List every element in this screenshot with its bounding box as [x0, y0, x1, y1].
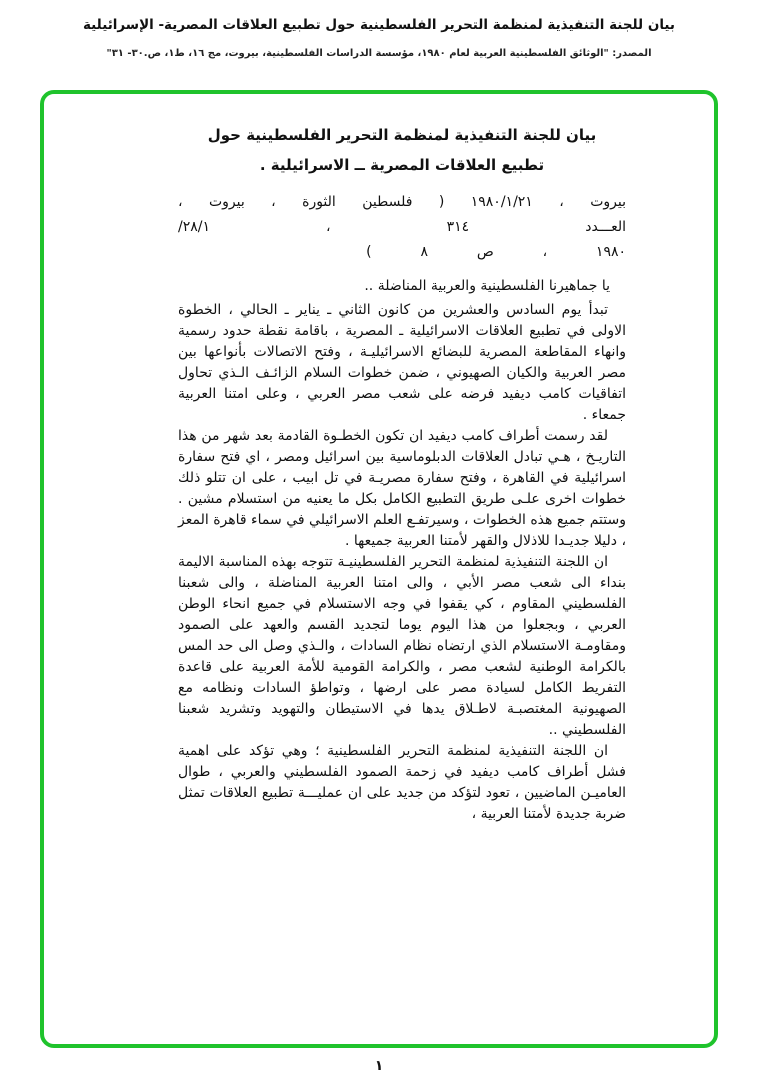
statement-byline — [178, 190, 626, 265]
header-title: بيان للجنة التنفيذية لمنظمة التحرير الفلسطينية حول تطبيع العلاقات المصرية- الإسرائيلية — [82, 17, 676, 33]
statement-paragraph: ان اللجنة التنفيذية لمنظمة التحرير الفلسطينية ؛ وهي تؤكد على اهمية فشل أطراف كامب ديفيد في زحمة الصمود الفلسطيني والعربي ، طوال العاميـن الماضيين ، تعود لتؤكد من جديد على ان عمليـــة تطبيع العلاقات تمثل ضربة جديدة لأمتنا العربية ، — [178, 743, 626, 822]
salutation-line: يا جماهيرنا الفلسطينية والعربية المناضلة .. — [364, 278, 610, 294]
statement-title-line1: بيان للجنة التنفيذية لمنظمة التحرير الفلسطينية حول — [207, 126, 597, 144]
statement-paragraph: ان اللجنة التنفيذية لمنظمة التحرير الفلسطينيـة تتوجه بهذه المناسبة الاليمة بنداء الى شعب مصر الأبي ، والى امتنا العربية المناضلة ، والى شعبنا الفلسطيني المقاوم ، كي يقفوا في وجه الاستسلام في جميع انحاء الوطن العربي ، وبجعلوا من هذا اليوم يوما لتجديد القسم والعهد على الصمود ومقاومـة الاستسلام الذي ارتضاه نظام السادات ، والـذي وصل الى حد المس بالكرامة الوطنية لشعب مصر ، والكرامة القومية للأمة العربية على قاعدة التفريط الكامل لسيادة مصر على ارضها ، وتواطؤ السادات ونظامه مع الصهيونية المغتصبـة لاطـلاق يدها في الاستيطان والتهويد وتشريد شعبنا الفلسطيني .. — [178, 554, 626, 738]
statement-title — [178, 120, 626, 180]
scanned-page-frame — [40, 90, 718, 1048]
page-number: ١ — [374, 1058, 384, 1074]
header-source-line: المصدر: "الوثائق الفلسطينية العربية لعام ١٩٨٠، مؤسسة الدراسات الفلسطينية، بيروت، مج ١٦، ط١، ص.٣٠- ٣١" — [106, 47, 652, 59]
byline-line1: بيروت ، ١٩٨٠/١/٢١ ( فلسطين الثورة ، بيروت ، — [178, 194, 626, 210]
statement-title-line2: تطبيع العلاقات المصرية ــ الاسرائيلية . — [259, 156, 545, 174]
scanned-page-content — [178, 120, 626, 825]
byline-line2: العـــدد ٣١٤ ، ٢٨/١/ — [178, 219, 627, 235]
document-header — [0, 0, 758, 59]
byline-line3: ١٩٨٠ ، ص ٨ ) — [366, 244, 626, 260]
statement-paragraph: لقد رسمت أطراف كامب ديفيد ان تكون الخطـوة القادمة بعد شهر من هذا التاريـخ ، هـي تبادل العلاقات الدبلوماسية بين اسرائيل ومصر ، اي فتح سفارة اسرائيلية في القاهرة ، وفتح سفارة مصريـة في تل ابيب ، على ان تتلو ذلك خطوات اخرى علـى طريق التطبيع الكامل بكل ما يعنيه من استسلام مشين . وستتم جميع هذه الخطوات ، وسيرتفـع العلم الاسرائيلي في سماء قاهرة المعز ، دليلا جديـدا للاذلال والقهر لأمتنا العربية جميعها . — [178, 428, 626, 549]
statement-paragraph: تبدأ يوم السادس والعشرين من كانون الثاني ـ يناير ـ الحالي ، الخطوة الاولى في تطبيع العلاقات الاسرائيلية ـ المصرية ، باقامة نقطة حدود رسمية وانهاء المقاطعة المصرية للبضائع الاسرائيليـة ، وفتح الاتصالات بأنواعها بين مصر العربية والكيان الصهيوني ، ضمن خطوات السلام الزائـف الـذي تحاول اتفاقيات كامب ديفيد فرضه على شعب مصر العربي ، وعلى امتنا العربية جمعاء . — [178, 302, 626, 423]
